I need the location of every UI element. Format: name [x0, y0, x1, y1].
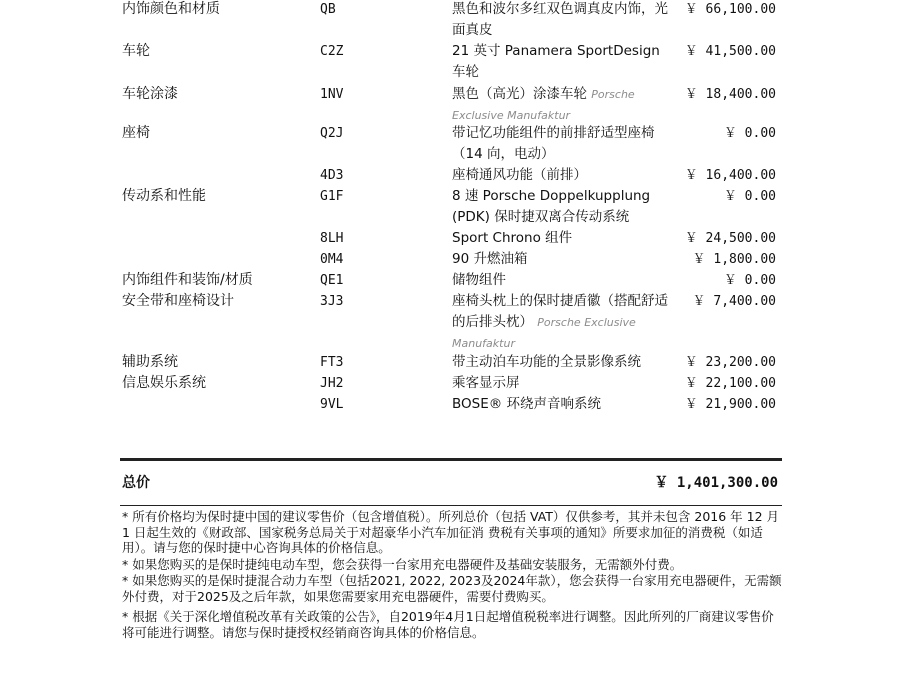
option-category: 安全带和座椅设计: [122, 293, 234, 309]
option-price: ￥ 7,400.00: [692, 294, 776, 309]
option-description: 座椅通风功能（前排）: [452, 167, 587, 183]
option-price: ￥ 66,100.00: [684, 2, 776, 17]
total-label: 总价: [122, 475, 150, 491]
option-code: QE1: [320, 273, 344, 288]
option-description: 带主动泊车功能的全景影像系统: [452, 354, 641, 370]
option-description: 8 速 Porsche Doppelkupplung (PDK) 保时捷双离合传动系统: [452, 188, 651, 225]
option-code: JH2: [320, 376, 344, 391]
option-category: 信息娱乐系统: [122, 375, 206, 391]
option-code: 0M4: [320, 252, 344, 267]
option-price: ￥ 0.00: [723, 189, 776, 204]
option-description: 黑色和波尔多红双色调真皮内饰，光面真皮: [452, 1, 668, 38]
option-code: QB: [320, 2, 336, 17]
option-category: 内饰组件和装饰/材质: [122, 272, 253, 288]
option-price: ￥ 1,800.00: [692, 252, 776, 267]
footnote: * 如果您购买的是保时捷混合动力车型（包括2021, 2022, 2023及2024年款），您会获得一台家用充电器硬件，无需额外付费，对于2025及之后年款，如果您需要家用充电器硬件，需要付费购买。: [122, 573, 782, 604]
option-description-text: 黑色（高光）涂漆车轮: [452, 86, 587, 102]
option-description: [452, 84, 674, 126]
option-category: 车轮: [122, 43, 150, 59]
option-price: ￥ 41,500.00: [684, 44, 776, 59]
option-category: 车轮涂漆: [122, 86, 178, 102]
option-description: 90 升燃油箱: [452, 251, 528, 267]
option-description: BOSE® 环绕声音响系统: [452, 396, 602, 412]
option-code: C2Z: [320, 44, 344, 59]
option-price: ￥ 23,200.00: [684, 355, 776, 370]
footnotes: [122, 509, 782, 641]
option-code: 8LH: [320, 231, 344, 246]
option-price: ￥ 0.00: [723, 126, 776, 141]
total-divider: [120, 458, 782, 461]
option-description: Sport Chrono 组件: [452, 230, 573, 246]
option-price: ￥ 24,500.00: [684, 231, 776, 246]
option-price: ￥ 22,100.00: [684, 376, 776, 391]
option-code: 4D3: [320, 168, 344, 183]
manufaktur-label: Porsche Exclusive Manufaktur: [452, 316, 636, 350]
option-price: ￥ 0.00: [723, 273, 776, 288]
option-category: 内饰颜色和材质: [122, 1, 220, 17]
total-value: ￥ 1,401,300.00: [654, 475, 778, 491]
manufaktur-label: Porsche Exclusive Manufaktur: [452, 88, 635, 122]
option-description: 乘客显示屏: [452, 375, 520, 391]
option-category: 座椅: [122, 125, 150, 141]
option-price: ￥ 18,400.00: [684, 87, 776, 102]
notes-divider: [120, 505, 782, 506]
option-description: [452, 291, 674, 354]
option-code: FT3: [320, 355, 344, 370]
option-price: ￥ 21,900.00: [684, 397, 776, 412]
footnote: * 所有价格均为保时捷中国的建议零售价（包含增值税）。所列总价（包括 VAT）仅供参考，其并未包含 2016 年 12 月 1 日起生效的《财政部、国家税务总局关于对超豪华小汽车加征消 费税有关事项的通知》所要求加征的消费税（如适用）。请与您的保时捷中心咨询具体的价格信息。: [122, 509, 780, 555]
option-code: G1F: [320, 189, 344, 204]
option-code: 9VL: [320, 397, 344, 412]
option-code: 1NV: [320, 87, 344, 102]
footnote: * 根据《关于深化增值税改革有关政策的公告》，自2019年4月1日起增值税税率进行调整。因此所列的厂商建议零售价将可能进行调整。请您与保时捷授权经销商咨询具体的价格信息。: [122, 609, 774, 640]
option-description: 带记忆功能组件的前排舒适型座椅（14 向，电动）: [452, 125, 655, 162]
option-price: ￥ 16,400.00: [684, 168, 776, 183]
footnote: * 如果您购买的是保时捷纯电动车型，您会获得一台家用充电器硬件及基础安装服务，无需额外付费。: [122, 556, 683, 572]
option-code: 3J3: [320, 294, 344, 309]
option-description: 储物组件: [452, 272, 506, 288]
option-category: 传动系和性能: [122, 188, 206, 204]
option-description-text: 座椅头枕上的保时捷盾徽（搭配舒适的后排头枕）: [452, 293, 668, 330]
option-code: Q2J: [320, 126, 344, 141]
option-description: 21 英寸 Panamera SportDesign 车轮: [452, 43, 660, 80]
option-category: 辅助系统: [122, 354, 178, 370]
